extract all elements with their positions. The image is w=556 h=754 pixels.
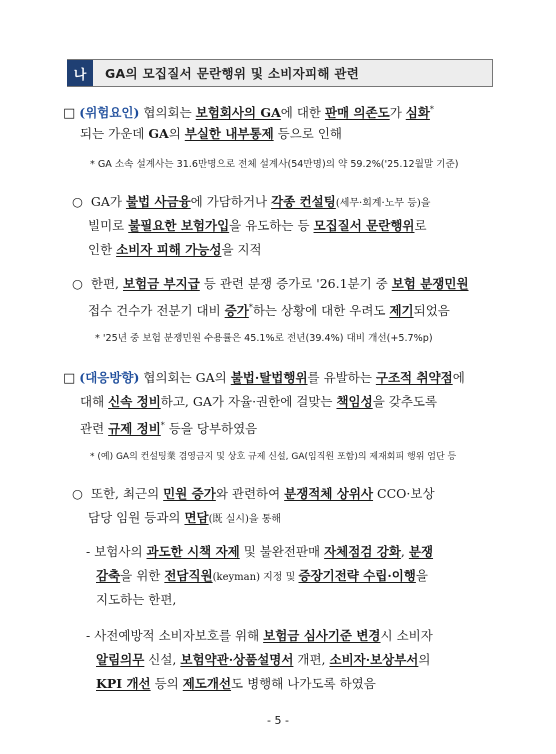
section-badge: 나 <box>67 60 93 86</box>
response-dash-1-line-3: 지도하는 한편, <box>96 592 177 607</box>
section-title: GA의 모집질서 문란행위 및 소비자피해 관련 <box>105 66 360 81</box>
response-dash-2-line-3: KPI 개선 등의 제도개선도 병행해 나가도록 하였음 <box>96 676 376 691</box>
section-header <box>67 59 493 87</box>
response-dash-1-line-2: 감축을 위한 전담직원(keyman) 지정 및 증장기전략 수립·이행을 <box>96 568 428 583</box>
risk-point-1-line-3: 인한 소비자 피해 가능성을 지적 <box>88 242 262 257</box>
page-number: - 5 - <box>267 714 289 727</box>
risk-point-1-line-1: ○ GA가 불법 사금융에 가담하거나 각종 컨설팅(세무·회계·노무 등)을 <box>72 194 431 209</box>
risk-point-1-line-2: 빌미로 불필요한 보험가입을 유도하는 등 모집질서 문란행위로 <box>88 218 427 233</box>
risk-line-2: 되는 가운데 GA의 부실한 내부통제 등으로 인해 <box>80 126 342 141</box>
response-note: * (예) GA의 컨설팅業 겸영금지 및 상호 규제 신설, GA(임직원 포함)의 제재회피 행위 엄단 등 <box>90 452 457 462</box>
risk-line-1: □ (위험요인) 협의회는 보험회사의 GA에 대한 판매 의존도가 심화* <box>63 105 434 122</box>
response-dash-1-line-1: - 보험사의 과도한 시책 자제 및 불완전판매 자체점검 강화, 분쟁 <box>86 544 434 559</box>
risk-tag: (위험요인) <box>79 105 140 121</box>
risk-point-2-line-2: 접수 건수가 전분기 대비 증가*하는 상황에 대한 우려도 제기되었음 <box>88 303 450 319</box>
risk-point-2-note: * '25년 중 보험 분쟁민원 수용률은 45.1%로 전년(39.4%) 대비 개선(+5.7%p) <box>95 333 433 344</box>
risk-note: * GA 소속 설계사는 31.6만명으로 전체 설계사(54만명)의 약 59.2%('25.12월말 기준) <box>90 159 459 170</box>
response-point-1-line-1: ○ 또한, 최근의 민원 증가와 관련하여 분쟁적체 상위사 CCO·보상 <box>72 486 435 501</box>
response-line-3: 관련 규제 정비* 등을 당부하였음 <box>80 421 258 437</box>
risk-point-2-line-1: ○ 한편, 보험금 부지급 등 관련 분쟁 증가로 '26.1분기 중 보험 분쟁민원 <box>72 276 469 291</box>
response-dash-2-line-1: - 사전예방적 소비자보호를 위해 보험금 심사기준 변경시 소비자 <box>86 628 433 643</box>
response-dash-2-line-2: 알림의무 신설, 보험약관·상품설명서 개편, 소비자·보상부서의 <box>96 652 431 667</box>
response-tag: (대응방향) <box>79 370 140 385</box>
response-line-2: 대해 신속 정비하고, GA가 자율·권한에 걸맞는 책임성을 갖추도록 <box>80 394 438 409</box>
response-point-1-line-2: 담당 임원 등과의 면담(既 실시)을 통해 <box>88 510 282 525</box>
response-line-1: □ (대응방향) 협의회는 GA의 불법·탈법행위를 유발하는 구조적 취약점에 <box>63 370 465 386</box>
